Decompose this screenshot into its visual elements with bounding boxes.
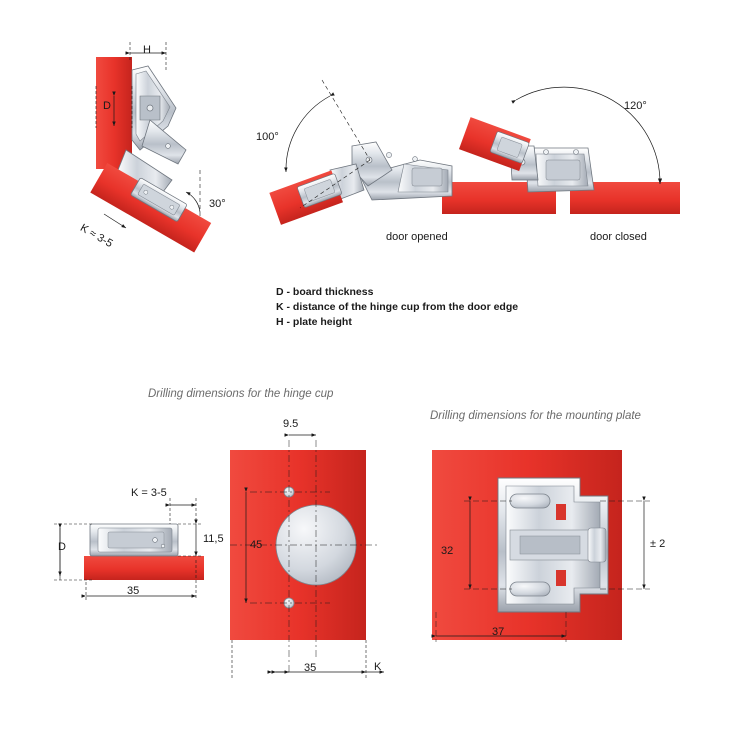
label-angle-100: 100°: [256, 131, 279, 143]
legend-line-h: H - plate height: [276, 316, 352, 328]
label-angle-120: 120°: [624, 100, 647, 112]
dim-plate-tolerance: ± 2: [650, 538, 666, 550]
caption-door-closed: door closed: [590, 231, 647, 243]
dim-center-height-45: 45: [250, 539, 263, 551]
dim-edge-k: K: [374, 661, 382, 673]
label-board-thickness-d: D: [103, 100, 111, 112]
dim-d-side: D: [58, 541, 66, 553]
label-angle-30: 30°: [209, 198, 226, 210]
caption-cup-drilling: Drilling dimensions for the hinge cup: [148, 388, 334, 400]
label-plate-height-h: H: [143, 44, 151, 56]
caption-plate-drilling: Drilling dimensions for the mounting plate: [430, 410, 641, 422]
dim-k-equals: K = 3-5: [131, 487, 167, 499]
dim-plate-height-32: 32: [441, 545, 454, 557]
legend-line-d: D - board thickness: [276, 286, 374, 298]
dim-cup-height: 11,5: [203, 533, 224, 545]
dim-top-offset-9-5: 9.5: [283, 418, 299, 430]
dim-cup-width-side: 35: [127, 585, 140, 597]
legend: [276, 285, 518, 330]
label-k-range: K ≈ 3-5: [78, 222, 115, 251]
dim-bottom-width-35: 35: [304, 662, 317, 674]
dim-plate-width-37: 37: [492, 626, 505, 638]
caption-door-opened: door opened: [386, 231, 448, 243]
legend-line-k: K - distance of the hinge cup from the door edge: [276, 301, 519, 313]
